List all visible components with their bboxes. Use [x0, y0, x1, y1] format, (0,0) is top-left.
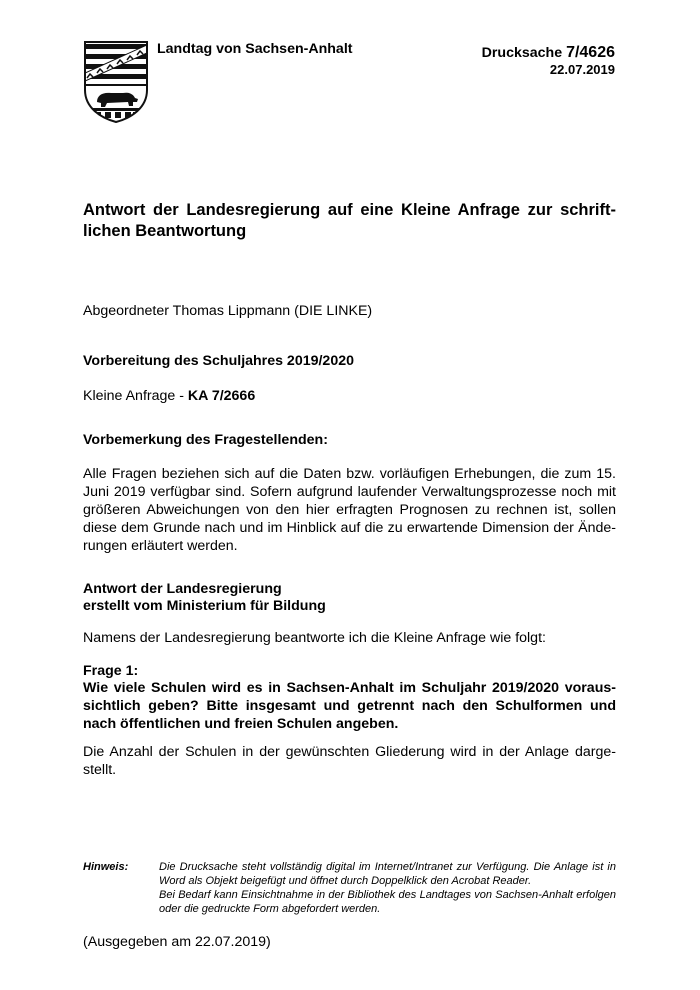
author: Abgeordneter Thomas Lippmann (DIE LINKE) [83, 303, 373, 319]
note-line1: Die Drucksache steht vollständig digital im Internet/Intranet zur Verfügung. Die Anlage ist in Word als Objekt beigefügt und öffnet durch Doppelklick den Acrobat Reader. [159, 861, 616, 887]
subject: Vorbereitung des Schuljahres 2019/2020 [83, 353, 354, 369]
document-number-label: Drucksache [481, 45, 563, 61]
inquiry-reference [83, 387, 255, 405]
issued-date: (Ausgegeben am 22.07.2019) [83, 934, 271, 950]
document-number-value: 7/4626 [566, 44, 615, 61]
preliminary-heading: Vorbemerkung des Fragestellenden: [83, 432, 328, 448]
preliminary-text: Alle Fragen beziehen sich auf die Daten bzw. vorläufigen Erhebungen, die zum 15. Juni 2019 verfügbar sind. Sofern aufgrund laufender Verwaltungsprozesse noch mit größeren Abweichungen von den hier erfragten Prognosen zu rechnen ist, sollen diese dem Grunde nach und im Hinblick auf die zu erwartende Dimension der Änderungen erläutert werden. [83, 466, 616, 554]
inquiry-label: Kleine Anfrage - [83, 388, 188, 404]
answer-intro: Namens der Landesregierung beantworte ich die Kleine Anfrage wie folgt: [83, 630, 546, 646]
answer-heading-line2: erstellt vom Ministerium für Bildung [83, 598, 326, 614]
note-line2: Bei Bedarf kann Einsichtnahme in der Bibliothek des Landtages von Sachsen-Anhalt erfolgen oder die gedruckte Form abgefordert werden. [159, 889, 616, 915]
question-label: Frage 1: [83, 663, 139, 679]
question-answer: Die Anzahl der Schulen in der gewünschten Gliederung wird in der Anlage dargestellt. [83, 744, 616, 778]
document-title: Antwort der Landesregierung auf eine Kleine Anfrage zur schriftlichen Beantwortung [83, 201, 616, 240]
organization-name: Landtag von Sachsen-Anhalt [157, 41, 353, 57]
question-text: Wie viele Schulen wird es in Sachsen-Anhalt im Schuljahr 2019/2020 voraussichtlich geben? Bitte insgesamt und getrennt nach den Schulformen und nach öffentlichen und freien Schulen angeben. [83, 680, 616, 732]
inquiry-number: KA 7/2666 [187, 388, 256, 404]
answer-heading-line1: Antwort der Landesregierung [83, 581, 282, 597]
document-number [478, 44, 615, 62]
note-label: Hinweis: [83, 861, 129, 873]
document-date: 22.07.2019 [549, 62, 615, 77]
coat-of-arms-icon [83, 40, 149, 124]
note-text [159, 860, 616, 916]
